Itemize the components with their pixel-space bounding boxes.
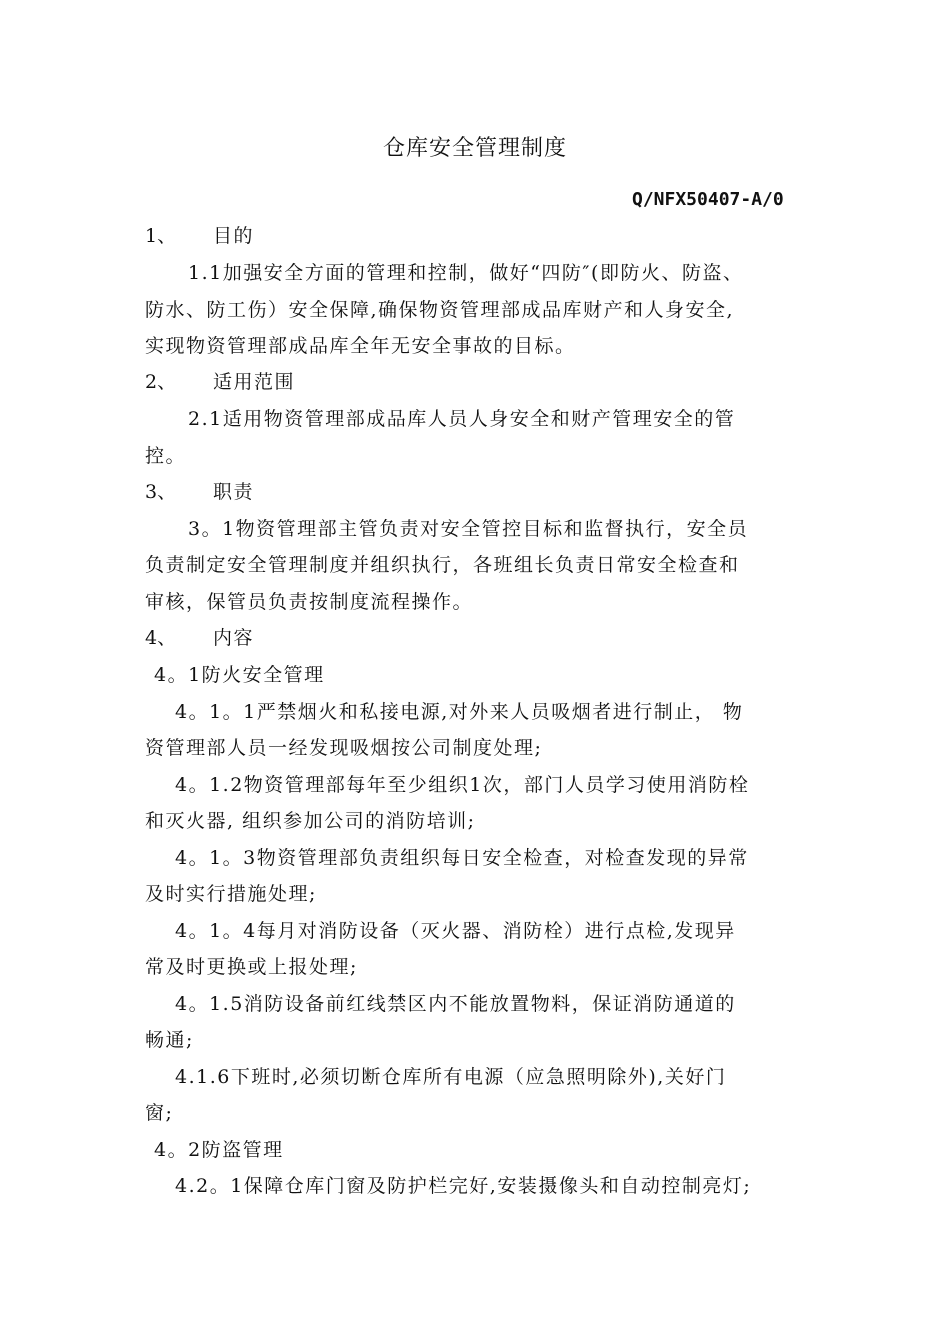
paragraph-line: 常及时更换或上报处理; [145,956,358,978]
paragraph-line: 窗; [145,1102,174,1124]
paragraph-line: 4。1.2物资管理部每年至少组织1次，部门人员学习使用消防栓 [175,774,750,796]
paragraph-line: 4。1。1严禁烟火和私接电源,对外来人员吸烟者进行制止， 物 [175,701,744,723]
section-4-number: 4、 [145,627,177,649]
section-1-number: 1、 [145,225,177,247]
paragraph-line: 及时实行措施处理; [145,883,317,905]
paragraph-line: 资管理部人员一经发现吸烟按公司制度处理; [145,737,543,759]
paragraph-line: 审核，保管员负责按制度流程操作。 [145,591,474,613]
section-1-heading: 目的 [213,225,255,247]
paragraph-line: 实现物资管理部成品库全年无安全事故的目标。 [145,335,576,357]
document-code: Q/NFX50407-A/0 [632,189,784,210]
paragraph-line: 3。1物资管理部主管负责对安全管控目标和监督执行，安全员 [188,518,749,540]
paragraph-line: 4.2。1保障仓库门窗及防护栏完好,安装摄像头和自动控制亮灯; [175,1175,752,1197]
paragraph-line: 4.1.6下班时,必须切断仓库所有电源（应急照明除外),关好门 [175,1066,727,1088]
section-2-heading: 适用范围 [213,371,296,393]
section-3-heading: 职责 [213,481,255,503]
paragraph-line: 和灭火器, 组织参加公司的消防培训; [145,810,476,832]
paragraph-line: 防水、防工伤）安全保障,确保物资管理部成品库财产和人身安全, [145,299,735,321]
subsection-heading: 4。1防火安全管理 [154,664,325,686]
subsection-heading: 4。2防盗管理 [154,1139,284,1161]
paragraph-line: 控。 [145,445,187,467]
paragraph-line: 4。1。4每月对消防设备（灭火器、消防栓）进行点检,发现异 [175,920,736,942]
paragraph-line: 4。1。3物资管理部负责组织每日安全检查，对检查发现的异常 [175,847,749,869]
paragraph-line: 4。1.5消防设备前红线禁区内不能放置物料，保证消防通道的 [175,993,736,1015]
section-2-number: 2、 [145,371,177,393]
section-3-number: 3、 [145,481,177,503]
paragraph-line: 负责制定安全管理制度并组织执行，各班组长负责日常安全检查和 [145,554,740,576]
paragraph-line: 2.1适用物资管理部成品库人员人身安全和财产管理安全的管 [188,408,736,430]
document-title: 仓库安全管理制度 [382,136,567,161]
section-4-heading: 内容 [213,627,255,649]
paragraph-line: 畅通; [145,1029,194,1051]
paragraph-line: 1.1加强安全方面的管理和控制，做好“四防″(即防火、防盗、 [188,262,744,284]
